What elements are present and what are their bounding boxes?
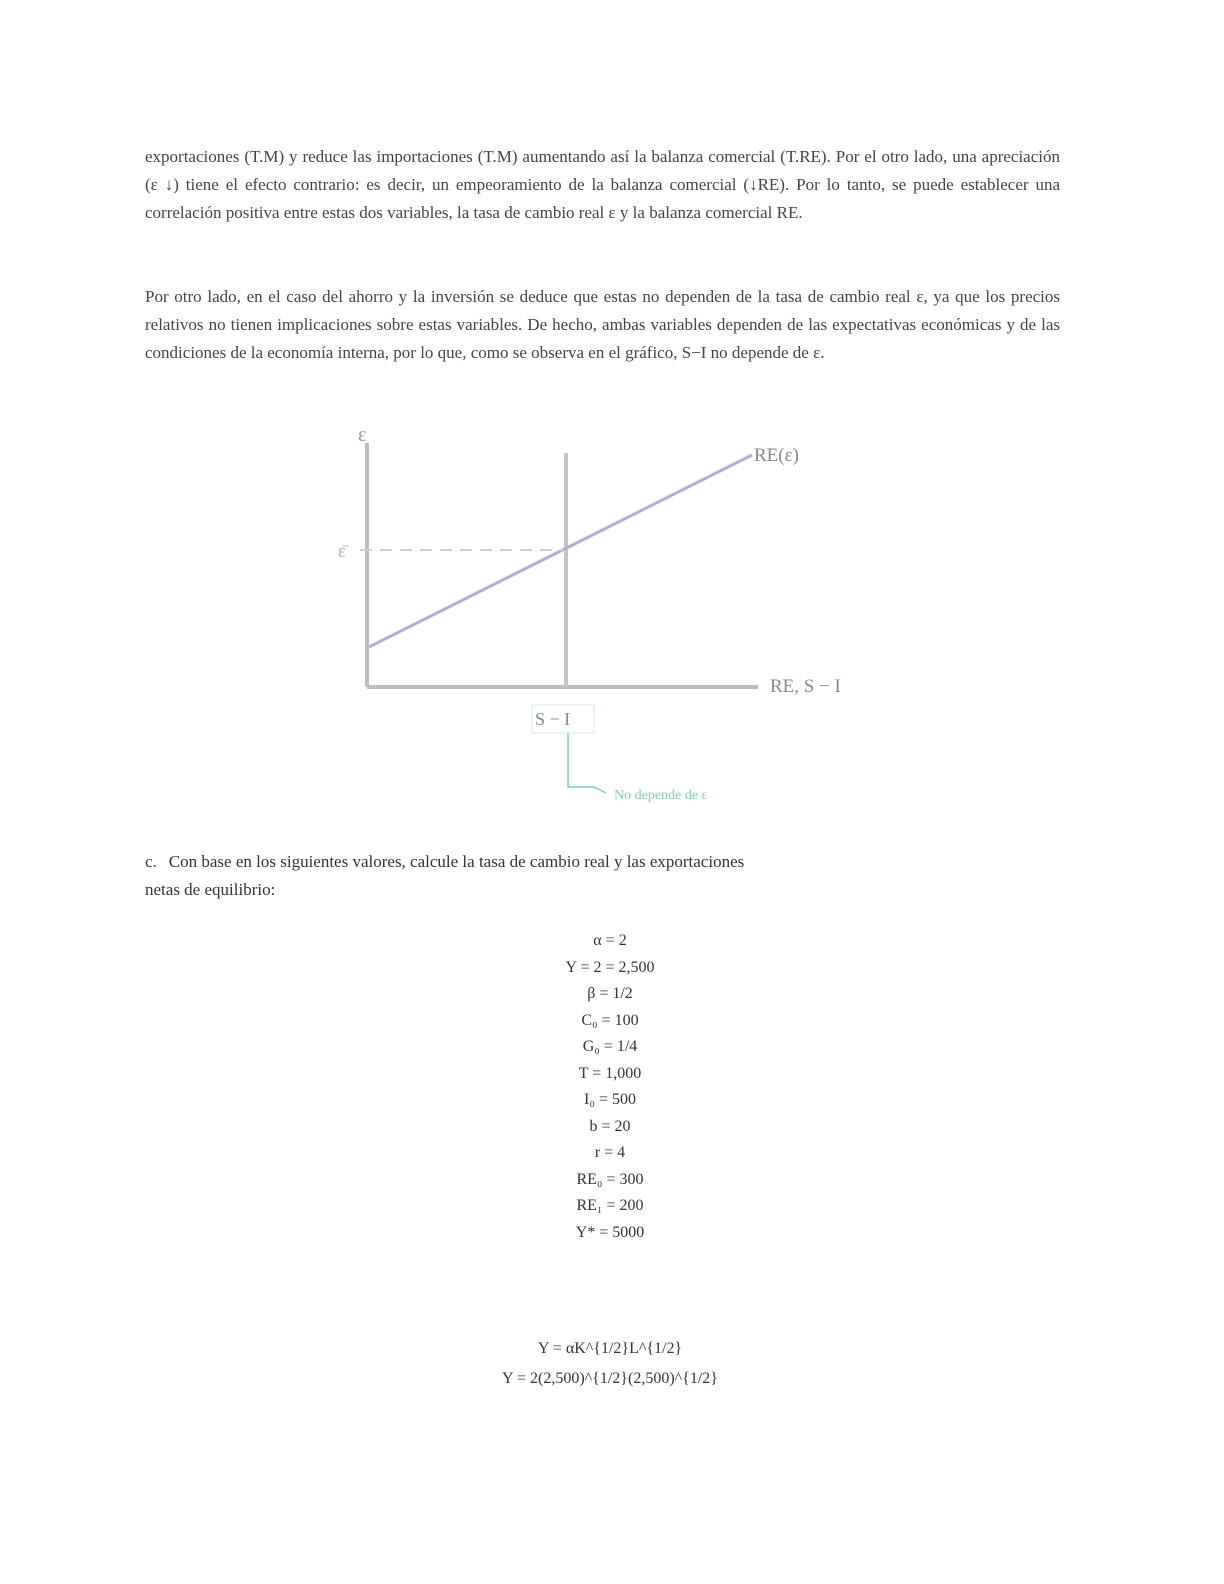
parameter-row: β = 1/2 (587, 985, 633, 1002)
paragraph-2: Por otro lado, en el caso del ahorro y la inversión se deduce que estas no dependen de la tasa de cambio real ε, ya que los precios relativos no tienen implicaciones sobre estas variables. De hecho, ambas variables dependen de las expectativas económicas y de las condiciones de la economía interna, por lo que, como se observa en el gráfico, S−I no depende de ε. (145, 287, 1060, 362)
parameter-row: RE₀ = 300 (576, 1170, 644, 1188)
parameter-row: C₀ = 100 (581, 1011, 639, 1029)
question-line-2: netas de equilibrio: (145, 880, 276, 899)
parameter-row: Y = 2 = 2,500 (565, 958, 655, 976)
y-axis-label: ε (358, 424, 367, 446)
question-line-1: Con base en los siguientes valores, calcule la tasa de cambio real y las exportaciones (168, 852, 745, 871)
parameter-row: α = 2 (593, 932, 627, 949)
parameter-row: r = 4 (594, 1144, 626, 1161)
parameter-row: I₀ = 500 (584, 1091, 636, 1108)
annotation-arrow (594, 787, 606, 793)
x-axis-label: RE, S − I (770, 676, 841, 697)
vertical-line-label: S − I (535, 709, 571, 729)
curve-label: RE(ε) (754, 445, 799, 466)
parameter-row: RE₁ = 200 (576, 1197, 644, 1214)
parameter-row: Y* = 5000 (575, 1223, 645, 1241)
balance-graph (320, 415, 920, 825)
question-c (145, 848, 965, 904)
parameter-row: T = 1,000 (578, 1064, 642, 1082)
parameter-row: b = 20 (589, 1117, 631, 1135)
formula-block (470, 1334, 750, 1394)
parameter-row: G₀ = 1/4 (582, 1038, 638, 1055)
formula-row: Y = 2(2,500)^{1/2}(2,500)^{1/2} (502, 1370, 718, 1387)
annotation-connector (568, 733, 594, 787)
paragraph-1: exportaciones (T.M) y reduce las importaciones (T.M) aumentando así la balanza comercial (T.RE). Por el otro lado, una apreciación (ε ↓) tiene el efecto contrario: es decir, un empeoramiento de la balanza comercial (↓RE). Por lo tanto, se puede establecer una correlación positiva entre estas dos variables, la tasa de cambio real ε y la balanza comercial RE. (145, 147, 1060, 222)
equilibrium-label: ε̄ (338, 541, 346, 562)
formula-row: Y = αK^{1/2}L^{1/2} (537, 1340, 683, 1357)
annotation-text: No depende de ε (614, 788, 708, 803)
question-letter: c. (145, 852, 157, 871)
parameter-list (470, 928, 750, 1246)
